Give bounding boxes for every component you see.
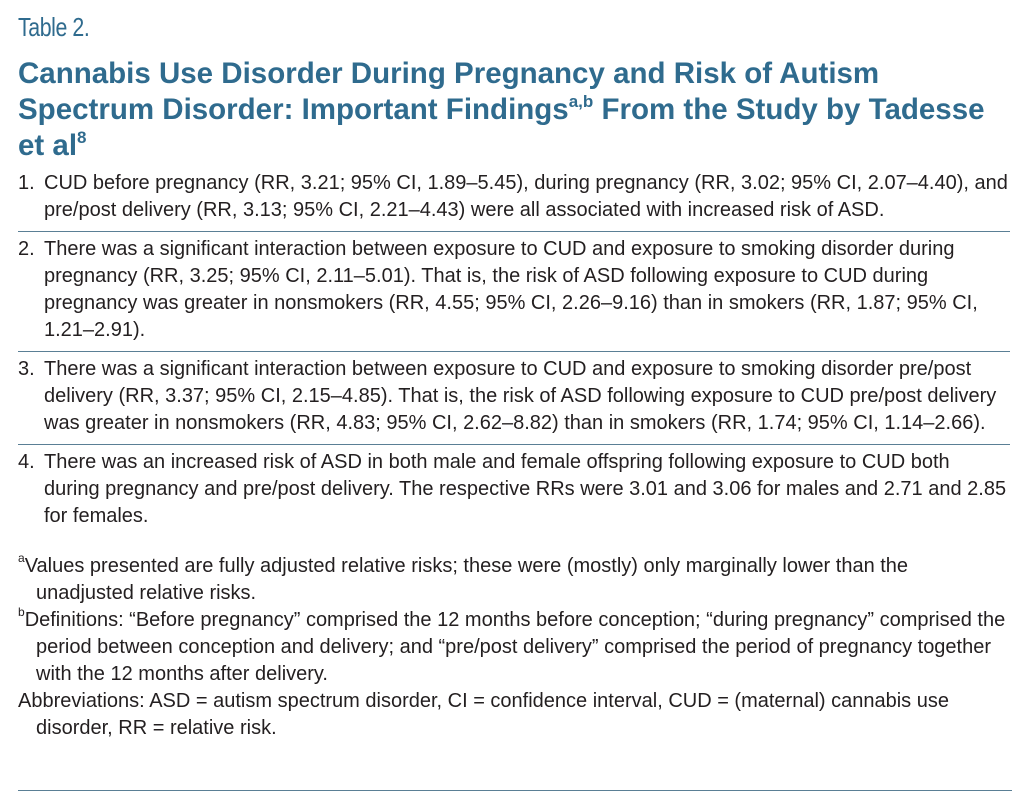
title-main: Cannabis Use Disorder During Pregnancy and Risk of Autism Spectrum Disorder: Important Findings [18,57,880,126]
title-attribution: From the Study by Tadesse et al [18,93,985,162]
footnote-a-text: Values presented are fully adjusted relative risks; these were (mostly) only marginally lower than the unadjusted relative risks. [24,555,909,604]
footnote-b [18,607,1010,688]
finding-text: There was a significant interaction between exposure to CUD and exposure to smoking disorder during pregnancy (RR, 3.25; 95% CI, 2.11–5.01). That is, the risk of ASD following exposure to CUD during pregnancy was greater in nonsmokers (RR, 4.55; 95% CI, 2.26–9.16) than in smokers (RR, 1.87; 95% CI, 1.21–2.91). [44,238,978,341]
finding-number: 2. [18,238,35,260]
findings-list [18,170,1010,537]
finding-item [18,232,1010,352]
title-footnote-marks: a,b [568,92,594,112]
finding-number: 1. [18,172,35,194]
finding-item [18,445,1010,537]
table-footnotes [18,553,1010,742]
finding-number: 4. [18,451,35,473]
table-title [18,56,1010,164]
finding-text: CUD before pregnancy (RR, 3.21; 95% CI, 1.89–5.45), during pregnancy (RR, 3.02; 95% CI, 2.07–4.40), and pre/post delivery (RR, 3.13; 95% CI, 2.21–4.43) were all associated with increased risk of ASD. [44,172,1008,221]
finding-text: There was an increased risk of ASD in both male and female offspring following exposure to CUD both during pregnancy and pre/post delivery. The respective RRs were 3.01 and 3.06 for males and 2.71 and 2.85 for females. [44,451,1007,527]
finding-number: 3. [18,358,35,380]
footnote-a-mark: a [18,551,25,566]
table-label: Table 2. [18,12,90,42]
title-reference-mark: 8 [77,128,87,148]
abbreviations-note: Abbreviations: ASD = autism spectrum disorder, CI = confidence interval, CUD = (maternal) cannabis use disorder, RR = relative risk. [18,690,949,739]
footnote-b-text: Definitions: “Before pregnancy” comprised the 12 months before conception; “during pregnancy” comprised the period between conception and delivery; and “pre/post delivery” comprised the period of pregnancy together with the 12 months after delivery. [24,609,1006,685]
footnote-b-mark: b [18,605,25,620]
bottom-divider [18,790,1012,791]
footnote-a [18,553,1010,607]
finding-item [18,352,1010,445]
finding-text: There was a significant interaction between exposure to CUD and exposure to smoking disorder pre/post delivery (RR, 3.37; 95% CI, 2.15–4.85). That is, the risk of ASD following exposure to CUD pre/post delivery was greater in nonsmokers (RR, 4.83; 95% CI, 2.62–8.82) than in smokers (RR, 1.74; 95% CI, 1.14–2.66). [44,358,997,434]
finding-item [18,170,1010,232]
